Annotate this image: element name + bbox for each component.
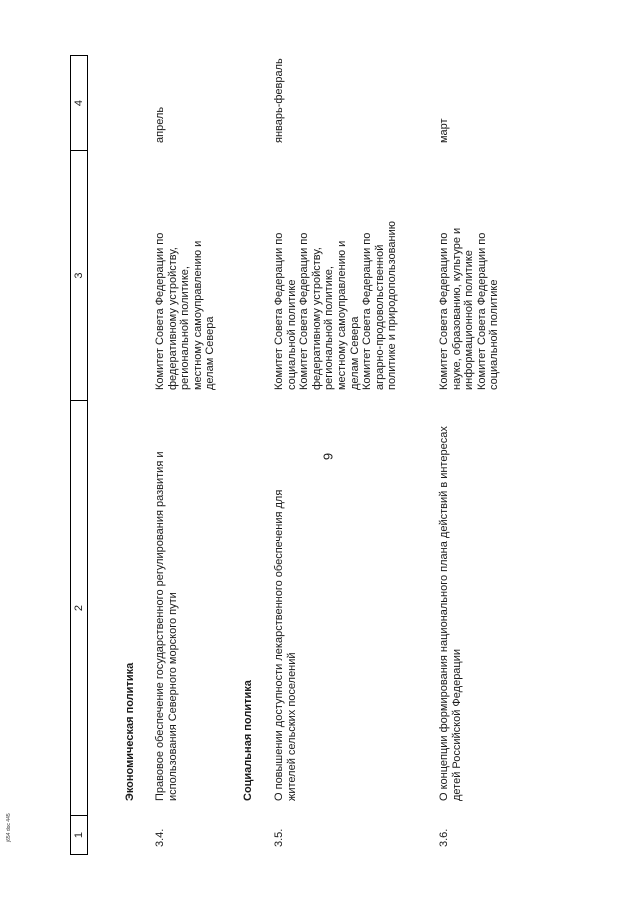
row-period: апрель — [154, 106, 166, 143]
row-number: 3.6. — [438, 828, 450, 847]
row-period: март — [438, 118, 450, 143]
row-committee: Комитет Совета Федерации по науке, образованию, культуре и информационной политике Комитет Совета Федерации по социальной политике — [438, 227, 501, 390]
page-number: 9 — [320, 452, 336, 461]
plan-table — [70, 55, 590, 855]
footer-code: ј654 doc 445 — [6, 813, 12, 842]
row-text: О концепции формирования национального плана действий в интересах детей Российской Федерации — [438, 426, 463, 801]
section-title-social: Социальная политика — [242, 680, 254, 801]
column-header-1: 1 — [70, 815, 88, 855]
row-period: январь-февраль — [273, 58, 285, 143]
row-number: 3.4. — [154, 828, 166, 847]
section-title-economic: Экономическая политика — [124, 662, 136, 801]
row-number: 3.5. — [273, 828, 285, 847]
row-text: Правовое обеспечение государственного регулирования развития и использования Северного морского пути — [154, 451, 179, 801]
row-committee: Комитет Совета Федерации по социальной политике Комитет Совета Федерации по федеративному устройству, региональной политике, местному самоуправлению и делам Севера Комитет Совета Федерации по аграрно-продовольственной политике и природопользованию — [273, 221, 399, 390]
row-text: О повышении доступности лекарственного обеспечения для жителей сельских поселений — [273, 489, 298, 801]
column-header-2: 2 — [70, 400, 88, 815]
column-header-4: 4 — [70, 55, 88, 150]
row-committee: Комитет Совета Федерации по федеративному устройству, региональной политике, местному самоуправлению и делам Севера — [154, 232, 217, 390]
column-header-3: 3 — [70, 150, 88, 400]
